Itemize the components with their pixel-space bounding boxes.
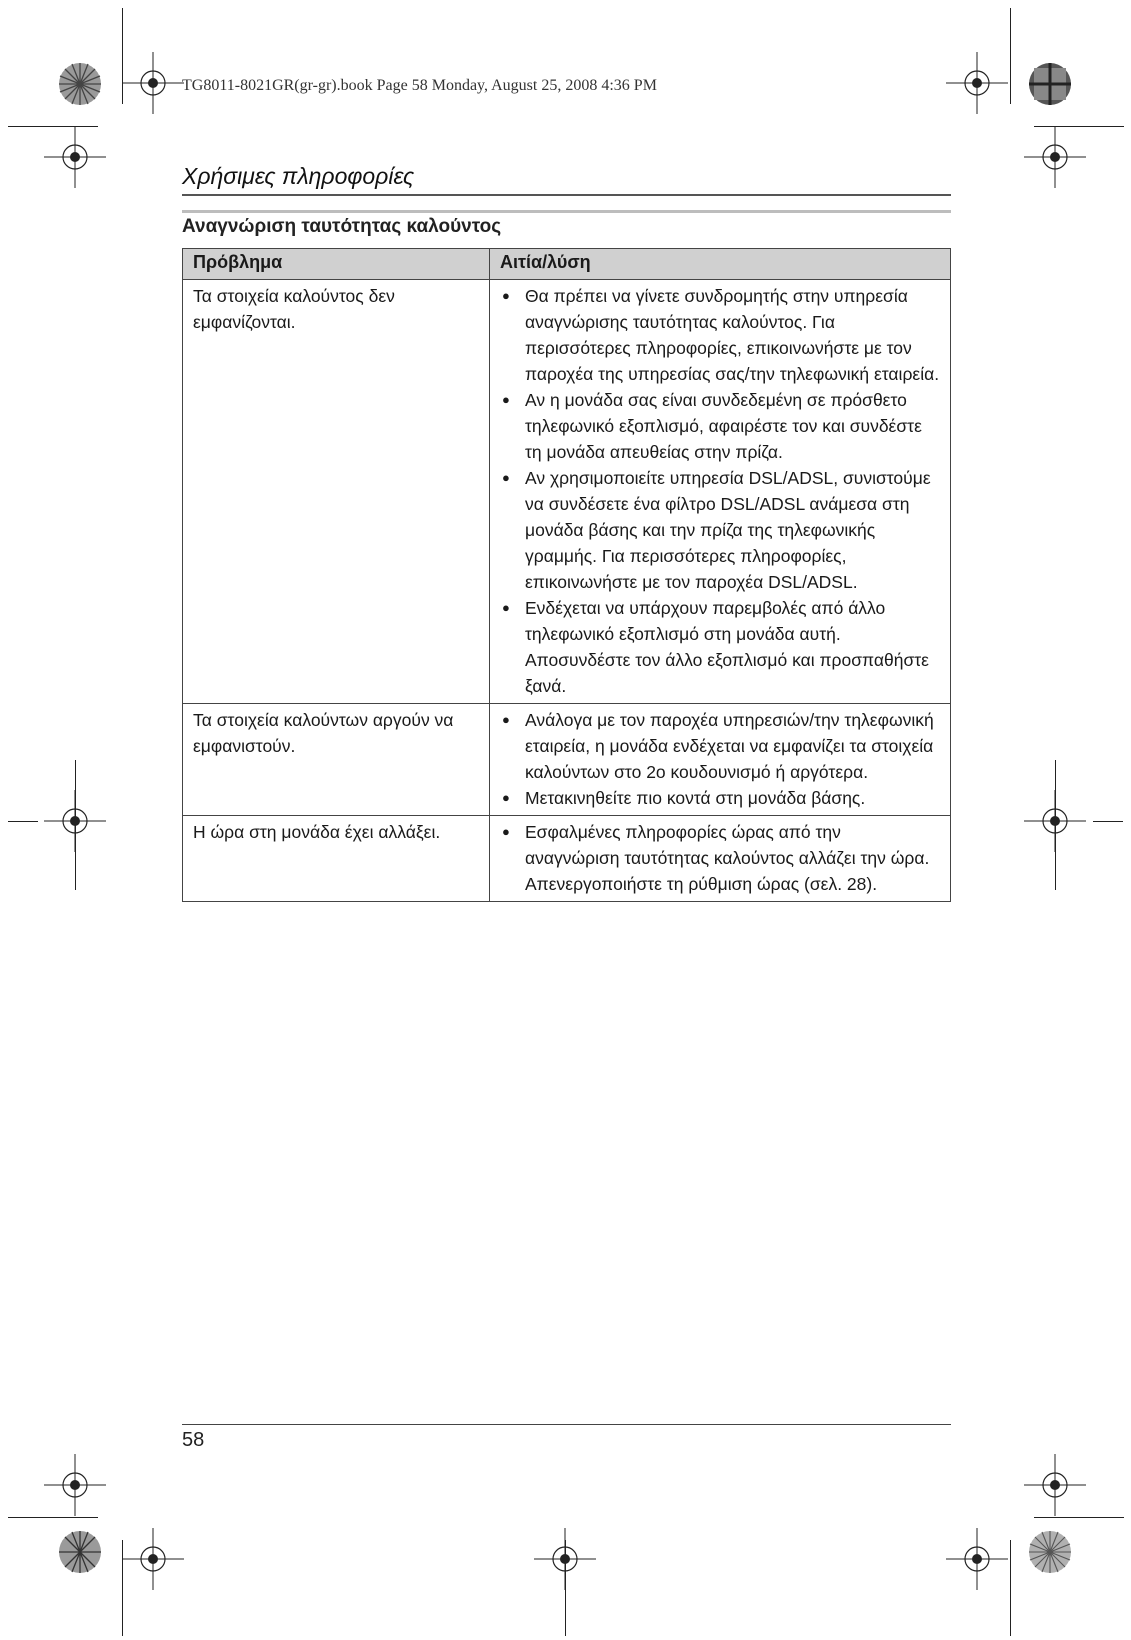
cause-item: ● Μετακινηθείτε πιο κοντά στη μονάδα βάσης.	[500, 785, 940, 811]
print-header: TG8011-8021GR(gr-gr).book Page 58 Monday, August 25, 2008 4:36 PM	[182, 77, 657, 94]
column-header-cause: Αιτία/λύση	[490, 249, 951, 280]
section-title: Χρήσιμες πληροφορίες	[182, 163, 415, 189]
cause-item: ● Αν χρησιμοποιείτε υπηρεσία DSL/ADSL, συνιστούμε να συνδέσετε ένα φίλτρο DSL/ADSL ανάμεσα στη μονάδα βάσης και την πρίζα της τηλεφωνικής γραμμής. Για περισσότερες πληροφορίες, επικοινωνήστε με τον παροχέα DSL/ADSL.	[500, 465, 940, 595]
page-number: 58	[182, 1429, 205, 1451]
cause-list	[500, 707, 940, 811]
registration-mark-icon	[122, 52, 184, 114]
registration-mark-icon	[122, 1528, 184, 1590]
cause-cell	[490, 704, 951, 816]
cause-item: ● Εσφαλμένες πληροφορίες ώρας από την αναγνώριση ταυτότητας καλούντος αλλάζει την ώρα. Απενεργοποιήστε τη ρύθμιση ώρας (σελ. 28).	[500, 819, 940, 897]
cause-item: ● Ανάλογα με τον παροχέα υπηρεσιών/την τηλεφωνική εταιρεία, η μονάδα ενδέχεται να εμφανίζει τα στοιχεία καλούντων στο 2ο κουδουνισμό ή αργότερα.	[500, 707, 940, 785]
table-header-row	[183, 249, 951, 280]
cause-item: ● Θα πρέπει να γίνετε συνδρομητής στην υπηρεσία αναγνώρισης ταυτότητας καλούντος. Για περισσότερες πληροφορίες, επικοινωνήστε με τον παροχέα της υπηρεσίας σας/την τηλεφωνική εταιρεία.	[500, 283, 940, 387]
registration-mark-icon	[44, 126, 106, 188]
crop-line	[565, 1540, 566, 1636]
cause-list	[500, 819, 940, 897]
color-wheel-icon	[58, 62, 102, 106]
problem-cell: Τα στοιχεία καλούντων αργούν να εμφανιστούν.	[183, 704, 490, 816]
color-wheel-icon	[1028, 62, 1072, 106]
registration-mark-icon	[946, 52, 1008, 114]
footer-rule	[182, 1424, 951, 1425]
registration-mark-icon	[1024, 126, 1086, 188]
cause-item: ● Αν η μονάδα σας είναι συνδεδεμένη σε πρόσθετο τηλεφωνικό εξοπλισμό, αφαιρέστε τον και συνδέστε τη μονάδα απευθείας στην πρίζα.	[500, 387, 940, 465]
cause-item: ● Ενδέχεται να υπάρχουν παρεμβολές από άλλο τηλεφωνικό εξοπλισμό στη μονάδα αυτή. Αποσυνδέστε τον άλλο εξοπλισμό και προσπαθήστε ξανά.	[500, 595, 940, 699]
title-rule-shadow	[182, 210, 951, 213]
color-wheel-icon	[58, 1530, 102, 1574]
problem-cell: Τα στοιχεία καλούντος δεν εμφανίζονται.	[183, 280, 490, 704]
color-wheel-icon	[1028, 1530, 1072, 1574]
title-rule	[182, 194, 951, 196]
troubleshooting-table	[182, 248, 951, 902]
table-row	[183, 280, 951, 704]
registration-mark-icon	[946, 1528, 1008, 1590]
column-header-problem: Πρόβλημα	[183, 249, 490, 280]
cause-list	[500, 283, 940, 699]
table-row	[183, 704, 951, 816]
crop-line	[75, 760, 76, 890]
cause-cell	[490, 816, 951, 902]
problem-cell: Η ώρα στη μονάδα έχει αλλάξει.	[183, 816, 490, 902]
cause-cell	[490, 280, 951, 704]
registration-mark-icon	[44, 1454, 106, 1516]
subheading: Αναγνώριση ταυτότητας καλούντος	[182, 216, 502, 237]
crop-line	[8, 821, 38, 822]
registration-mark-icon	[1024, 1454, 1086, 1516]
crop-line	[1055, 760, 1056, 890]
table-row	[183, 816, 951, 902]
crop-line	[1093, 821, 1123, 822]
